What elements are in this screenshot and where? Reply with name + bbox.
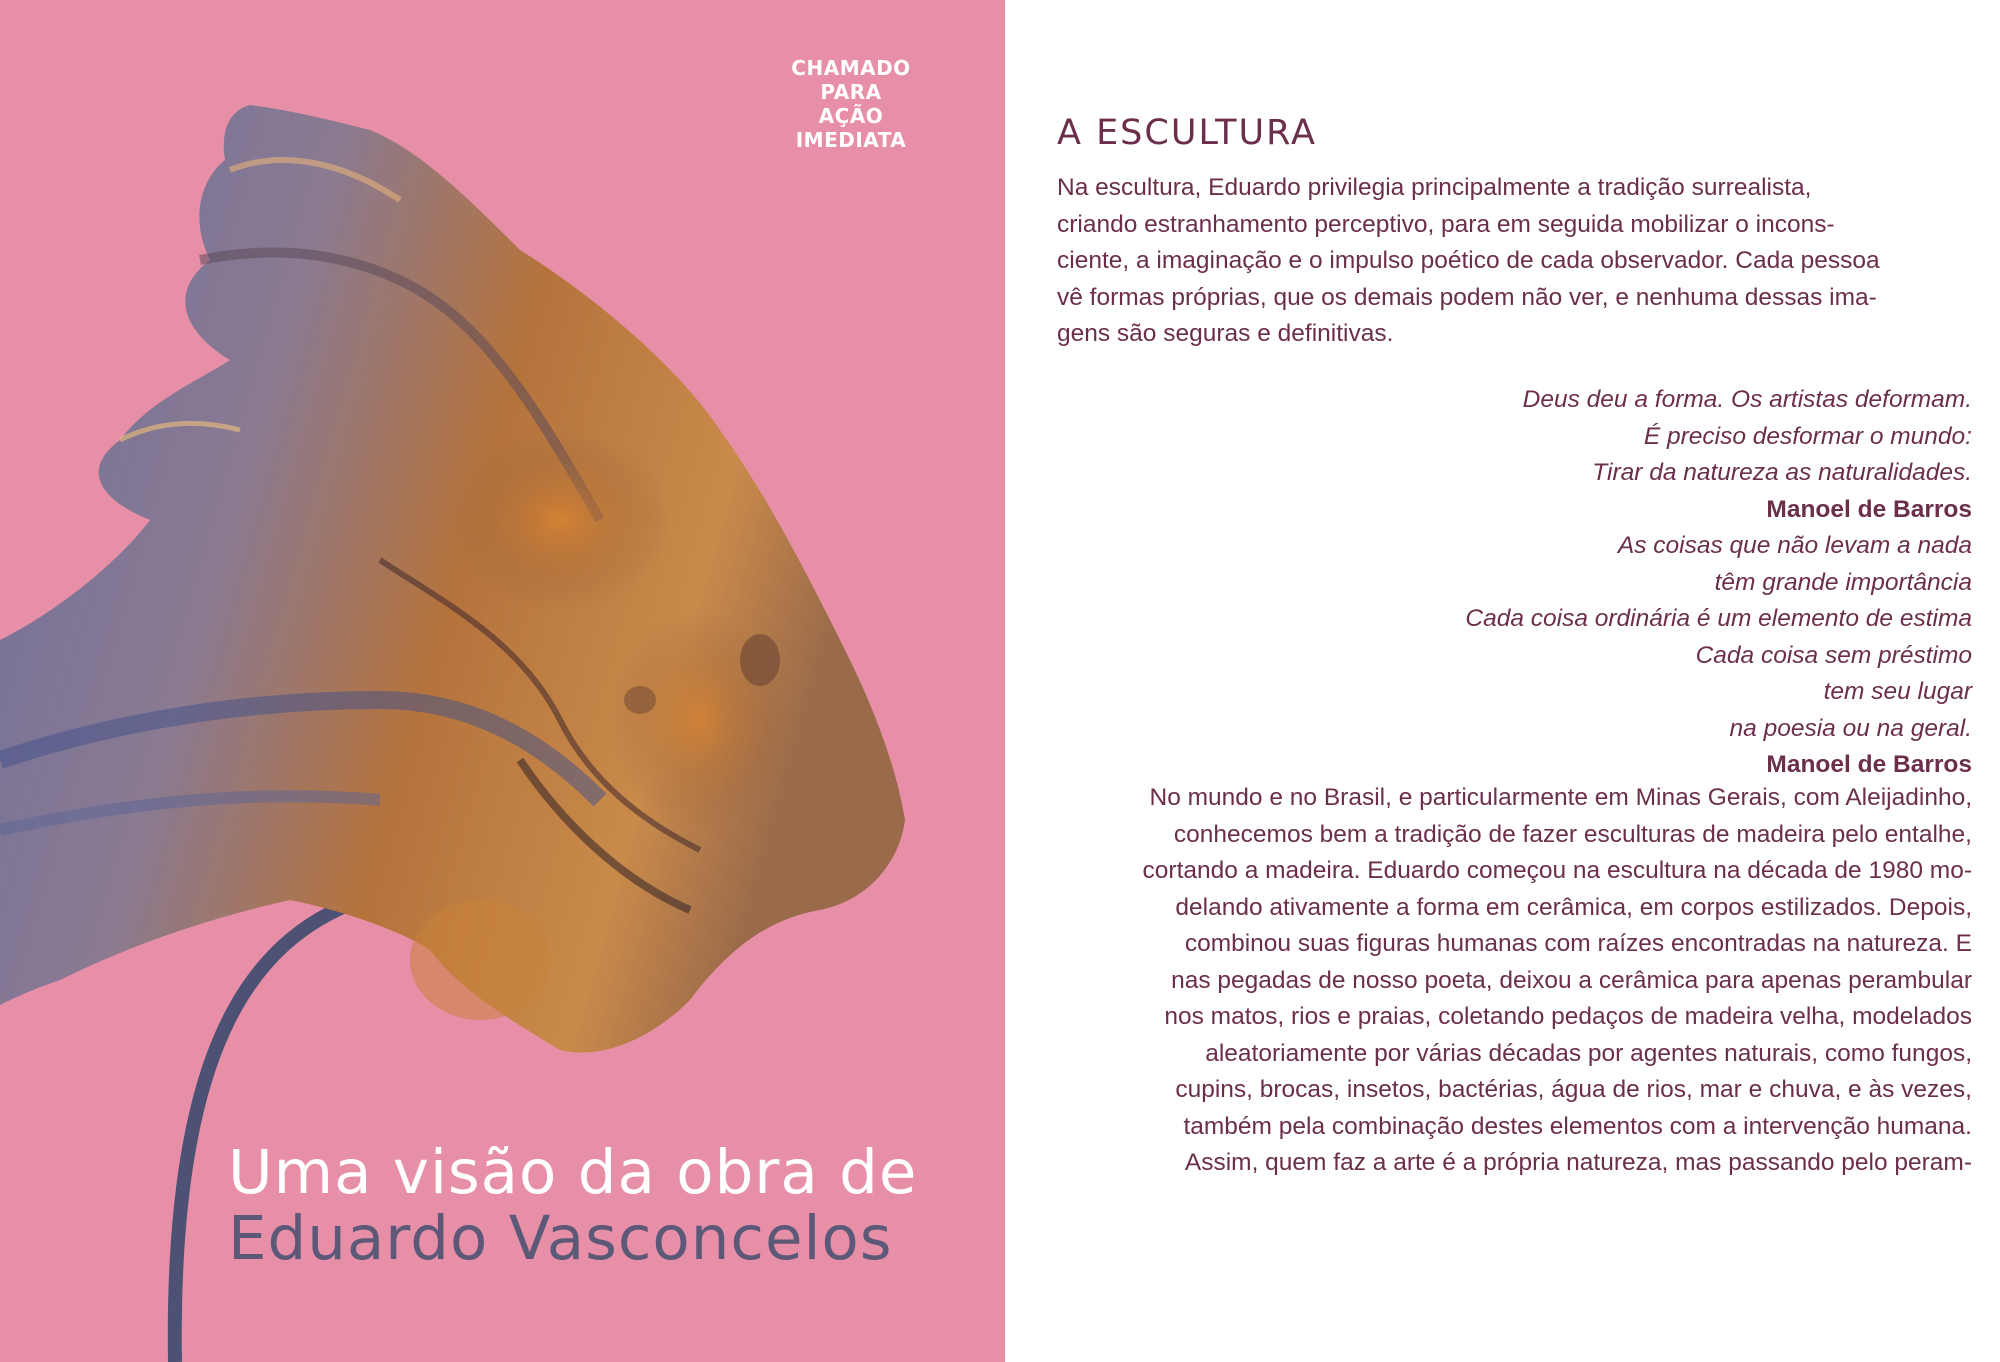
poem2-author: Manoel de Barros (1766, 751, 1972, 778)
poem1-author: Manoel de Barros (1766, 495, 1972, 523)
poem1-line: Tirar da natureza as naturalidades. (1592, 459, 1972, 486)
intro-paragraph (1057, 170, 1957, 353)
poem1-line: É preciso desformar o mundo: (1643, 422, 1972, 450)
body-line: cupins, brocas, insetos, bactérias, água de rios, mar e chuva, e às vezes, (1175, 1076, 1972, 1103)
body-line: No mundo e no Brasil, e particularmente em Minas Gerais, com Aleijadinho, (1149, 784, 1972, 811)
body-line: nas pegadas de nosso poeta, deixou a cerâmica para apenas perambular (1171, 966, 1972, 994)
body-line: delando ativamente a forma em cerâmica, em corpos estilizados. Depois, (1175, 893, 1972, 921)
poem2-line: As coisas que não levam a nada (1617, 532, 1972, 559)
article-page (1005, 0, 2000, 1362)
poem2-line: Cada coisa ordinária é um elemento de estima (1465, 605, 1972, 632)
poem2-line: tem seu lugar (1823, 678, 1972, 705)
cover-tagline (770, 56, 932, 152)
cover-title-line-2: Eduardo Vasconcelos (228, 1203, 893, 1274)
intro-line: criando estranhamento perceptivo, para em seguida mobilizar o incons- (1057, 210, 1835, 238)
tagline-line-2: AÇÃO IMEDIATA (795, 104, 907, 152)
body-paragraph (1052, 780, 1972, 1182)
poem2-line: têm grande importância (1714, 568, 1972, 596)
intro-line: Na escultura, Eduardo privilegia principalmente a tradição surrealista, (1057, 174, 1812, 201)
body-line: também pela combinação destes elementos com a intervenção humana. (1183, 1112, 1972, 1140)
cover-title-line-1: Uma visão da obra de (228, 1137, 918, 1208)
body-line: combinou suas figuras humanas com raízes encontradas na natureza. E (1184, 930, 1972, 957)
poem2-line: Cada coisa sem préstimo (1695, 641, 1972, 669)
body-line: Assim, quem faz a arte é a própria natureza, mas passando pelo peram- (1184, 1149, 1972, 1176)
poem2-line: na poesia ou na geral. (1729, 714, 1972, 742)
cover-title (228, 1137, 998, 1274)
body-line: nos matos, rios e praias, coletando pedaços de madeira velha, modelados (1164, 1003, 1972, 1030)
body-line: conhecemos bem a tradição de fazer esculturas de madeira pelo entalhe, (1173, 820, 1972, 848)
tagline-line-1: CHAMADO PARA (791, 56, 911, 104)
poem-quotes (1072, 382, 1972, 784)
body-line: cortando a madeira. Eduardo começou na escultura na década de 1980 mo- (1142, 857, 1972, 884)
intro-line: vê formas próprias, que os demais podem não ver, e nenhuma dessas ima- (1057, 283, 1877, 311)
intro-line: ciente, a imaginação e o impulso poético de cada observador. Cada pessoa (1057, 247, 1880, 274)
section-heading: A ESCULTURA (1057, 113, 1317, 154)
intro-line: gens são seguras e definitivas. (1057, 320, 1394, 347)
body-line: aleatoriamente por várias décadas por agentes naturais, como fungos, (1205, 1039, 1972, 1067)
poem1-line: Deus deu a forma. Os artistas deformam. (1522, 386, 1972, 413)
